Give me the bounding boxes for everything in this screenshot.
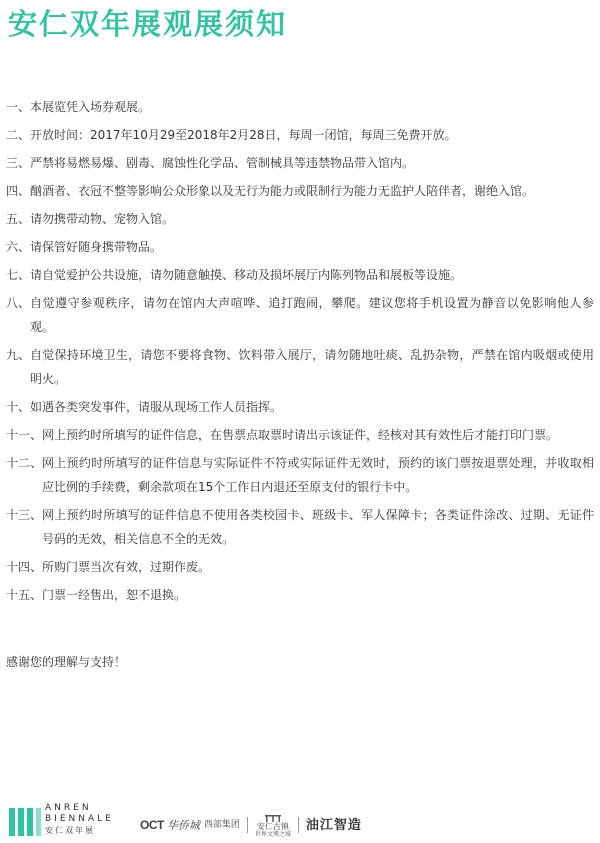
rule-number: 八、 (6, 296, 31, 310)
rule-number: 六、 (6, 240, 31, 254)
sponsor-divider (298, 817, 299, 833)
rule-text: 酗酒者、衣冠不整等影响公众形象以及无行为能力或限制行为能力无监护人陪伴者，谢绝入馆。 (30, 184, 535, 198)
rule-text: 所购门票当次有效，过期作废。 (42, 560, 211, 574)
rule-item (6, 207, 594, 231)
rule-text: 网上预约时所填写的证件信息与实际证件不符或实际证件无效时，预约的该门票按退票处理，并收取相应比例的手续费，剩余款项在15个工作日内退还至原支付的银行卡中。 (42, 456, 594, 494)
rule-item (6, 151, 594, 175)
sponsor-divider (247, 817, 248, 833)
rule-item (6, 423, 594, 447)
rule-item (6, 291, 594, 339)
rule-item (6, 583, 594, 607)
rule-item (6, 263, 594, 287)
rule-text: 请勿携带动物、宠物入馆。 (30, 212, 175, 226)
calligraphy-logo: 油江智造 (305, 817, 362, 833)
rule-number: 四、 (6, 184, 31, 198)
rule-text: 请保管好随身携带物品。 (30, 240, 163, 254)
huaqiaocheng-logo: 华侨城 (166, 818, 200, 832)
rule-item (6, 503, 594, 551)
rule-number: 十五、 (6, 588, 43, 602)
rule-text: 自觉保持环境卫生，请您不要将食物、饮料带入展厅，请勿随地吐痰、乱扔杂物，严禁在馆内吸烟或使用明火。 (30, 348, 594, 386)
rule-number: 十四、 (6, 560, 43, 574)
thanks-note: 感谢您的理解与支持！ (6, 655, 127, 669)
logo-line-chinese: 安仁双年展 (45, 826, 95, 835)
rule-item (6, 555, 594, 579)
oct-logo: OCT (140, 817, 164, 832)
rule-item (6, 179, 594, 203)
rule-number: 一、 (6, 100, 31, 114)
rule-text: 网上预约时所填写的证件信息不使用各类校园卡、班级卡、军人保障卡；各类证件涂改、过期、无证件号码的无效，相关信息不全的无效。 (42, 508, 594, 546)
rule-item (6, 395, 594, 419)
rule-number: 三、 (6, 156, 31, 170)
rule-number: 九、 (6, 348, 31, 362)
page-title: 安仁双年展观展须知 (8, 7, 288, 41)
rule-text: 请自觉爱护公共设施，请勿随意触摸、移动及损坏展厅内陈列物品和展板等设施。 (30, 268, 463, 282)
rule-text: 开放时间：2017年10月29至2018年2月28日，每周一闭馆，每周三免费开放。 (30, 128, 457, 142)
rule-item (6, 235, 594, 259)
rule-text: 严禁将易燃易爆、剧毒、腐蚀性化学品、管制械具等违禁物品带入馆内。 (30, 156, 415, 170)
rule-item (6, 123, 594, 147)
rule-number: 十二、 (6, 456, 43, 470)
rule-number: 七、 (6, 268, 31, 282)
rule-item (6, 343, 594, 391)
rule-text: 门票一经售出，恕不退换。 (42, 588, 187, 602)
anren-town-sublabel: 世界文博之城 (254, 830, 291, 838)
rule-number: 五、 (6, 212, 31, 226)
rule-number: 二、 (6, 128, 31, 142)
sponsor-logos (140, 814, 362, 836)
rule-number: 十一、 (6, 428, 43, 442)
logo-wordmark (45, 803, 114, 837)
rule-number: 十、 (6, 400, 31, 414)
rule-text: 网上预约时所填写的证件信息，在售票点取票时请出示该证件，经核对其有效性后才能打印门票。 (42, 428, 559, 442)
rule-text: 本展览凭入场券观展。 (30, 100, 151, 114)
logo-line-biennale: BIENNALE (45, 814, 114, 824)
anren-town-logo (255, 813, 291, 838)
anren-town-label: 安仁古镇 (256, 821, 289, 831)
rule-text: 自觉遵守参观秩序，请勿在馆内大声喧哗、追打跑闹，攀爬。建议您将手机设置为静音以免影响他人参观。 (30, 296, 594, 334)
rule-item (6, 451, 594, 499)
rule-text: 如遇各类突发事件，请服从现场工作人员指挥。 (30, 400, 283, 414)
rule-item (6, 95, 594, 119)
west-group-label: 西部集团 (203, 819, 240, 830)
footer (0, 800, 600, 843)
rules-list (6, 95, 594, 611)
logo-line-anren: ANREN (45, 803, 92, 813)
town-gate-icon (264, 813, 282, 822)
rule-number: 十三、 (6, 508, 43, 522)
anren-biennale-logo-icon (8, 804, 42, 838)
